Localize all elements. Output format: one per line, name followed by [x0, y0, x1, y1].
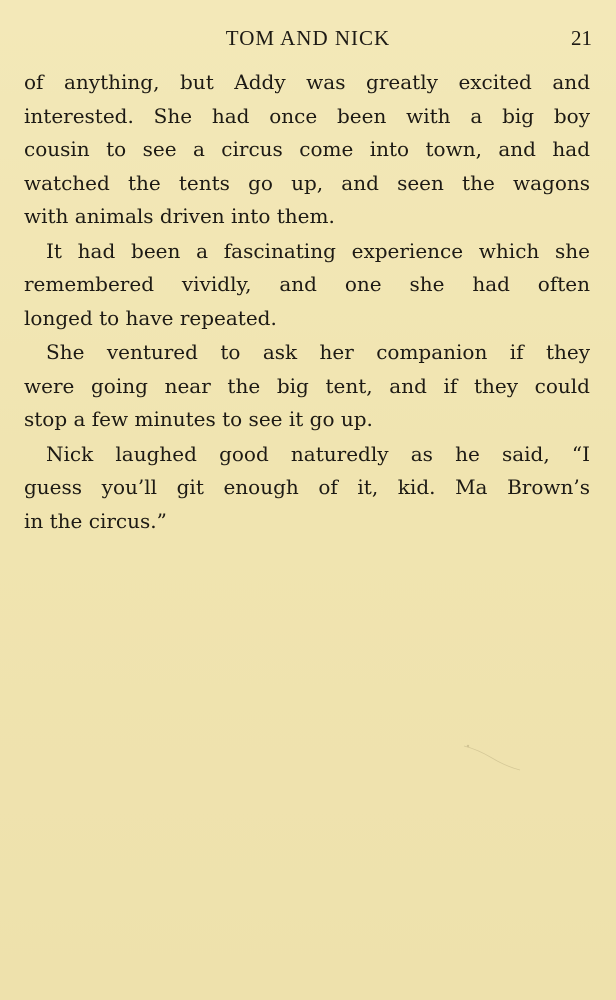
text-line: longed to have repeated. — [24, 305, 277, 330]
text-line: guess you’ll git enough of it, kid. Ma Brown’s — [24, 475, 590, 499]
text-line: with animals driven into them. — [24, 204, 335, 228]
text-line: cousin to see a circus come into town, and had — [24, 137, 590, 161]
paper-smudge-mark — [462, 742, 522, 772]
paragraph-4 — [24, 438, 590, 539]
text-line: interested. She had once been with a big boy — [24, 103, 590, 128]
body-text — [24, 66, 590, 539]
paragraph-1 — [24, 66, 590, 234]
text-line: were going near the big tent, and if they could — [24, 373, 590, 398]
text-line: It had been a fascinating experience which she — [46, 238, 590, 263]
text-line: watched the tents go up, and seen the wagons — [24, 170, 590, 195]
text-line: of anything, but Addy was greatly excited and — [24, 70, 590, 94]
paragraph-3 — [24, 336, 590, 437]
text-line: stop a few minutes to see it go up. — [24, 407, 373, 431]
text-line: Nick laughed good naturedly as he said, “I — [46, 441, 590, 466]
text-line: She ventured to ask her companion if they — [46, 340, 590, 364]
paragraph-2 — [24, 235, 590, 336]
page-number: 21 — [571, 26, 592, 50]
text-line: remembered vividly, and one she had often — [24, 272, 590, 296]
text-line: in the circus.” — [24, 508, 167, 533]
chapter-title: TOM AND NICK — [225, 26, 391, 50]
running-header — [24, 26, 592, 56]
